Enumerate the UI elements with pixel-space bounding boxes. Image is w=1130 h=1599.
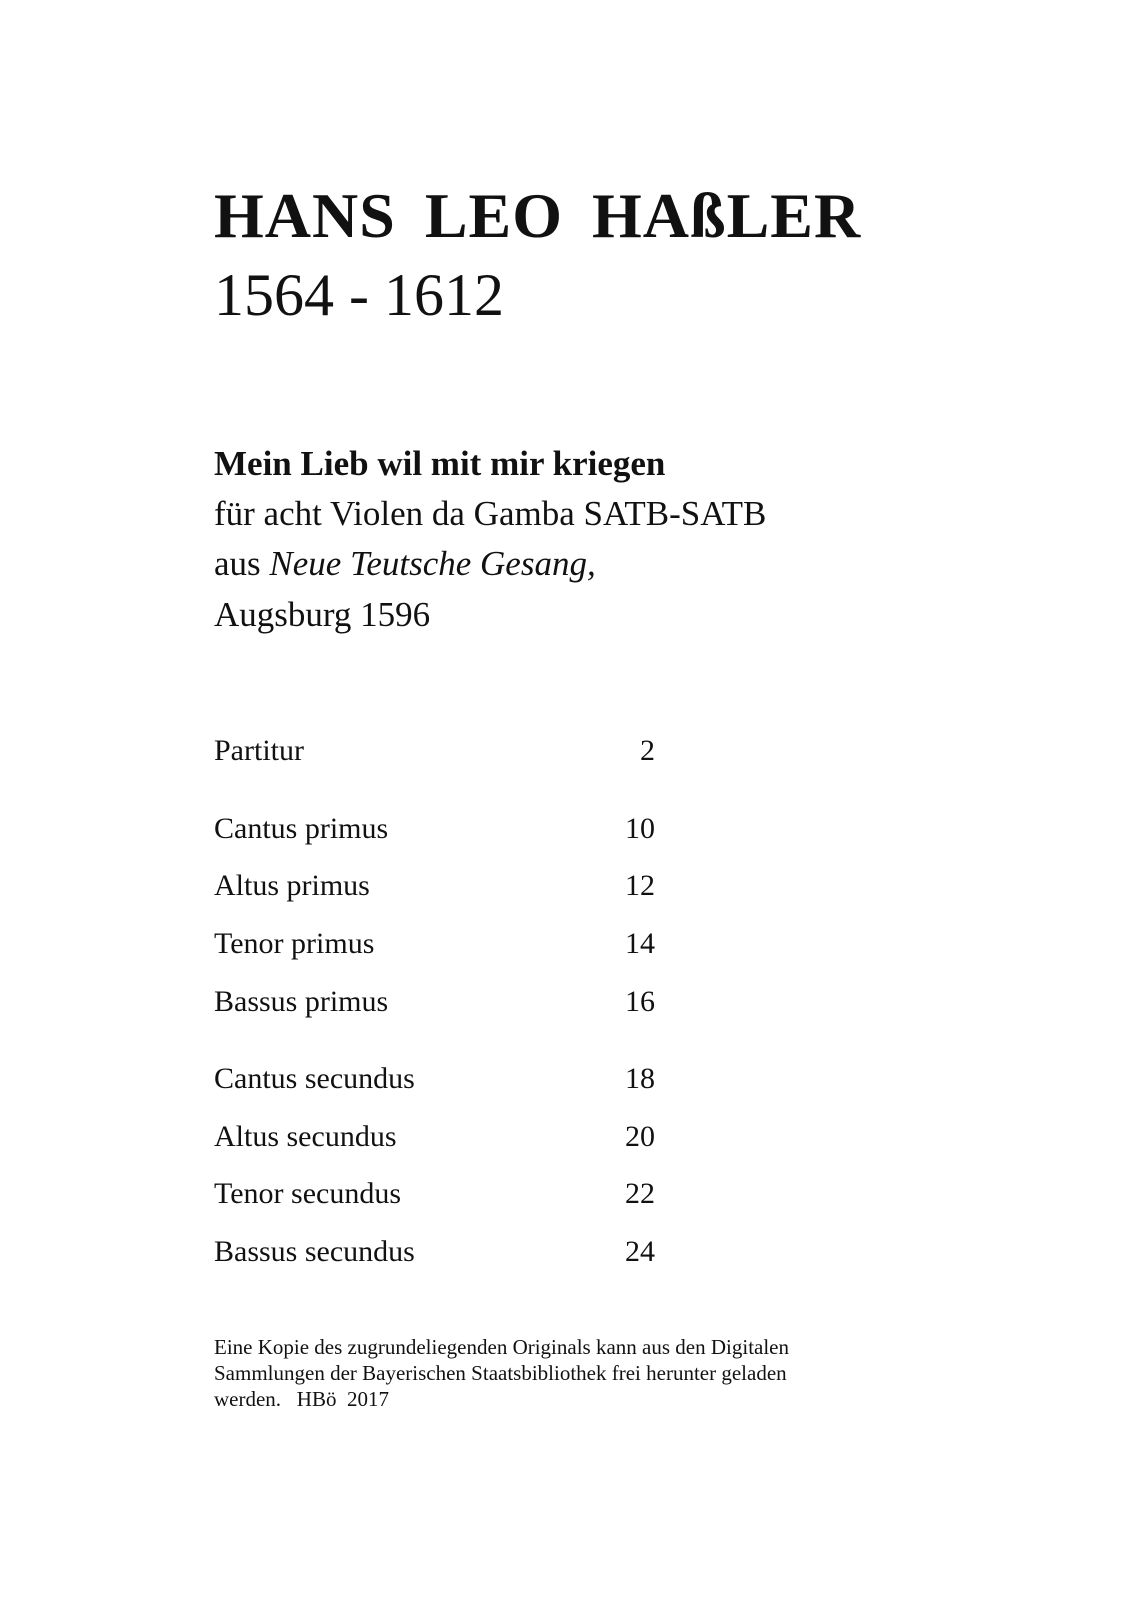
- toc-label: Tenor primus: [214, 927, 375, 960]
- toc-label: Cantus primus: [214, 812, 389, 845]
- work-source: [214, 546, 596, 581]
- work-title: Mein Lieb wil mit mir kriegen: [214, 444, 666, 483]
- work-source-title: Neue Teutsche Gesang,: [269, 544, 596, 583]
- toc-page-number: 22: [625, 1177, 655, 1210]
- footer-line: Sammlungen der Bayerischen Staatsbibliothek frei herunter geladen: [214, 1361, 787, 1385]
- toc-label: Cantus secundus: [214, 1062, 415, 1095]
- toc-label: Altus secundus: [214, 1120, 397, 1153]
- toc-label: Bassus secundus: [214, 1235, 415, 1268]
- toc-label: Altus primus: [214, 869, 370, 902]
- footer-line: werden. HBö 2017: [214, 1387, 389, 1411]
- work-source-prefix: aus: [214, 544, 270, 583]
- toc-page-number: 24: [625, 1235, 655, 1268]
- work-scoring: für acht Violen da Gamba SATB-SATB: [214, 494, 767, 533]
- toc-page-number: 12: [625, 869, 655, 902]
- footer-line: Eine Kopie des zugrundeliegenden Originals kann aus den Digitalen: [214, 1335, 789, 1359]
- toc-label: Partitur: [214, 734, 304, 767]
- work-place-year: Augsburg 1596: [214, 595, 431, 634]
- toc-page-number: 14: [625, 927, 655, 960]
- toc-label: Tenor secundus: [214, 1177, 402, 1210]
- composer-dates: 1564 - 1612: [214, 262, 504, 328]
- toc-page-number: 2: [640, 734, 655, 767]
- toc-page-number: 20: [625, 1120, 655, 1153]
- footer-note: [214, 1334, 854, 1412]
- toc-page-number: 16: [625, 985, 655, 1018]
- toc-page-number: 18: [625, 1062, 655, 1095]
- composer-name: HANS LEO HAßLER: [214, 180, 862, 251]
- toc-label: Bassus primus: [214, 985, 389, 1018]
- toc-page-number: 10: [625, 812, 655, 845]
